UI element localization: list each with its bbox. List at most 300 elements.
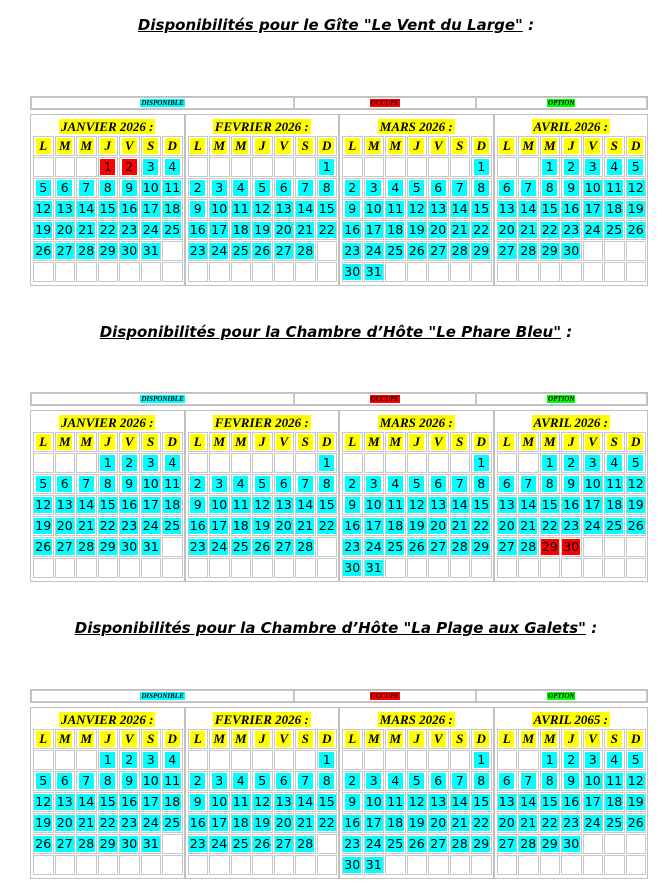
day-cell[interactable] bbox=[471, 750, 492, 770]
day-cell[interactable] bbox=[209, 537, 230, 557]
day-cell[interactable] bbox=[119, 199, 140, 219]
day-cell[interactable] bbox=[518, 771, 539, 791]
day-cell[interactable] bbox=[428, 241, 449, 261]
day-cell[interactable] bbox=[540, 178, 561, 198]
day-cell[interactable] bbox=[317, 474, 338, 494]
day-cell[interactable] bbox=[342, 558, 363, 578]
day-cell[interactable] bbox=[231, 813, 252, 833]
day-cell[interactable] bbox=[141, 771, 162, 791]
day-cell[interactable] bbox=[55, 813, 76, 833]
day-cell[interactable] bbox=[428, 834, 449, 854]
day-cell[interactable] bbox=[471, 516, 492, 536]
day-cell[interactable] bbox=[119, 813, 140, 833]
day-cell[interactable] bbox=[364, 220, 385, 240]
day-cell[interactable] bbox=[141, 813, 162, 833]
day-cell[interactable] bbox=[626, 516, 647, 536]
day-cell[interactable] bbox=[364, 199, 385, 219]
day-cell[interactable] bbox=[55, 537, 76, 557]
day-cell[interactable] bbox=[450, 792, 471, 812]
day-cell[interactable] bbox=[385, 834, 406, 854]
day-cell[interactable] bbox=[295, 178, 316, 198]
day-cell[interactable] bbox=[497, 834, 518, 854]
day-cell[interactable] bbox=[141, 178, 162, 198]
day-cell[interactable] bbox=[119, 220, 140, 240]
day-cell[interactable] bbox=[450, 241, 471, 261]
day-cell[interactable] bbox=[583, 453, 604, 473]
day-cell[interactable] bbox=[497, 474, 518, 494]
day-cell[interactable] bbox=[497, 495, 518, 515]
day-cell[interactable] bbox=[274, 792, 295, 812]
day-cell[interactable] bbox=[450, 495, 471, 515]
day-cell[interactable] bbox=[561, 178, 582, 198]
day-cell[interactable] bbox=[428, 537, 449, 557]
day-cell[interactable] bbox=[583, 813, 604, 833]
day-cell[interactable] bbox=[252, 178, 273, 198]
day-cell[interactable] bbox=[450, 178, 471, 198]
day-cell[interactable] bbox=[188, 792, 209, 812]
day-cell[interactable] bbox=[231, 516, 252, 536]
day-cell[interactable] bbox=[385, 220, 406, 240]
day-cell[interactable] bbox=[540, 199, 561, 219]
day-cell[interactable] bbox=[407, 241, 428, 261]
day-cell[interactable] bbox=[317, 178, 338, 198]
day-cell[interactable] bbox=[188, 474, 209, 494]
day-cell[interactable] bbox=[342, 199, 363, 219]
day-cell[interactable] bbox=[231, 178, 252, 198]
day-cell[interactable] bbox=[471, 474, 492, 494]
day-cell[interactable] bbox=[55, 199, 76, 219]
day-cell[interactable] bbox=[33, 178, 54, 198]
day-cell[interactable] bbox=[540, 495, 561, 515]
day-cell[interactable] bbox=[385, 495, 406, 515]
day-cell[interactable] bbox=[385, 178, 406, 198]
day-cell[interactable] bbox=[518, 516, 539, 536]
day-cell[interactable] bbox=[295, 495, 316, 515]
day-cell[interactable] bbox=[428, 220, 449, 240]
day-cell[interactable] bbox=[98, 792, 119, 812]
day-cell[interactable] bbox=[252, 220, 273, 240]
day-cell[interactable] bbox=[33, 495, 54, 515]
day-cell[interactable] bbox=[209, 813, 230, 833]
day-cell[interactable] bbox=[162, 220, 183, 240]
day-cell[interactable] bbox=[407, 813, 428, 833]
day-cell[interactable] bbox=[626, 220, 647, 240]
day-cell[interactable] bbox=[188, 813, 209, 833]
day-cell[interactable] bbox=[471, 834, 492, 854]
day-cell[interactable] bbox=[428, 199, 449, 219]
day-cell[interactable] bbox=[385, 813, 406, 833]
day-cell[interactable] bbox=[33, 771, 54, 791]
day-cell[interactable] bbox=[317, 792, 338, 812]
day-cell[interactable] bbox=[252, 771, 273, 791]
day-cell[interactable] bbox=[231, 792, 252, 812]
day-cell[interactable] bbox=[119, 157, 140, 177]
day-cell[interactable] bbox=[604, 771, 625, 791]
day-cell[interactable] bbox=[33, 516, 54, 536]
day-cell[interactable] bbox=[162, 750, 183, 770]
day-cell[interactable] bbox=[119, 516, 140, 536]
day-cell[interactable] bbox=[188, 834, 209, 854]
day-cell[interactable] bbox=[33, 537, 54, 557]
day-cell[interactable] bbox=[604, 199, 625, 219]
day-cell[interactable] bbox=[497, 792, 518, 812]
day-cell[interactable] bbox=[342, 262, 363, 282]
day-cell[interactable] bbox=[604, 516, 625, 536]
day-cell[interactable] bbox=[364, 241, 385, 261]
day-cell[interactable] bbox=[342, 792, 363, 812]
day-cell[interactable] bbox=[561, 813, 582, 833]
day-cell[interactable] bbox=[317, 199, 338, 219]
day-cell[interactable] bbox=[342, 771, 363, 791]
day-cell[interactable] bbox=[209, 241, 230, 261]
day-cell[interactable] bbox=[76, 792, 97, 812]
day-cell[interactable] bbox=[561, 771, 582, 791]
day-cell[interactable] bbox=[252, 792, 273, 812]
day-cell[interactable] bbox=[626, 813, 647, 833]
day-cell[interactable] bbox=[450, 813, 471, 833]
day-cell[interactable] bbox=[252, 813, 273, 833]
day-cell[interactable] bbox=[604, 792, 625, 812]
day-cell[interactable] bbox=[119, 834, 140, 854]
day-cell[interactable] bbox=[364, 474, 385, 494]
day-cell[interactable] bbox=[385, 474, 406, 494]
day-cell[interactable] bbox=[540, 537, 561, 557]
day-cell[interactable] bbox=[33, 220, 54, 240]
day-cell[interactable] bbox=[98, 178, 119, 198]
day-cell[interactable] bbox=[317, 813, 338, 833]
day-cell[interactable] bbox=[626, 495, 647, 515]
day-cell[interactable] bbox=[364, 834, 385, 854]
day-cell[interactable] bbox=[209, 516, 230, 536]
day-cell[interactable] bbox=[274, 474, 295, 494]
day-cell[interactable] bbox=[342, 474, 363, 494]
day-cell[interactable] bbox=[518, 792, 539, 812]
day-cell[interactable] bbox=[98, 453, 119, 473]
day-cell[interactable] bbox=[561, 453, 582, 473]
day-cell[interactable] bbox=[450, 834, 471, 854]
day-cell[interactable] bbox=[98, 495, 119, 515]
day-cell[interactable] bbox=[518, 474, 539, 494]
day-cell[interactable] bbox=[626, 474, 647, 494]
day-cell[interactable] bbox=[471, 157, 492, 177]
day-cell[interactable] bbox=[162, 199, 183, 219]
day-cell[interactable] bbox=[209, 834, 230, 854]
day-cell[interactable] bbox=[76, 516, 97, 536]
day-cell[interactable] bbox=[407, 834, 428, 854]
day-cell[interactable] bbox=[471, 453, 492, 473]
day-cell[interactable] bbox=[561, 199, 582, 219]
day-cell[interactable] bbox=[385, 199, 406, 219]
day-cell[interactable] bbox=[604, 813, 625, 833]
day-cell[interactable] bbox=[540, 474, 561, 494]
day-cell[interactable] bbox=[471, 241, 492, 261]
day-cell[interactable] bbox=[428, 771, 449, 791]
day-cell[interactable] bbox=[342, 220, 363, 240]
day-cell[interactable] bbox=[317, 220, 338, 240]
day-cell[interactable] bbox=[497, 771, 518, 791]
day-cell[interactable] bbox=[162, 792, 183, 812]
day-cell[interactable] bbox=[364, 855, 385, 875]
day-cell[interactable] bbox=[55, 178, 76, 198]
day-cell[interactable] bbox=[274, 178, 295, 198]
day-cell[interactable] bbox=[604, 178, 625, 198]
day-cell[interactable] bbox=[76, 537, 97, 557]
day-cell[interactable] bbox=[561, 474, 582, 494]
day-cell[interactable] bbox=[428, 516, 449, 536]
day-cell[interactable] bbox=[188, 516, 209, 536]
day-cell[interactable] bbox=[428, 178, 449, 198]
day-cell[interactable] bbox=[119, 495, 140, 515]
day-cell[interactable] bbox=[188, 220, 209, 240]
day-cell[interactable] bbox=[540, 750, 561, 770]
day-cell[interactable] bbox=[497, 178, 518, 198]
day-cell[interactable] bbox=[231, 220, 252, 240]
day-cell[interactable] bbox=[119, 792, 140, 812]
day-cell[interactable] bbox=[364, 771, 385, 791]
day-cell[interactable] bbox=[33, 792, 54, 812]
day-cell[interactable] bbox=[76, 834, 97, 854]
day-cell[interactable] bbox=[364, 262, 385, 282]
day-cell[interactable] bbox=[497, 813, 518, 833]
day-cell[interactable] bbox=[76, 220, 97, 240]
day-cell[interactable] bbox=[252, 834, 273, 854]
day-cell[interactable] bbox=[364, 792, 385, 812]
day-cell[interactable] bbox=[471, 495, 492, 515]
day-cell[interactable] bbox=[540, 241, 561, 261]
day-cell[interactable] bbox=[274, 813, 295, 833]
day-cell[interactable] bbox=[141, 834, 162, 854]
day-cell[interactable] bbox=[342, 241, 363, 261]
day-cell[interactable] bbox=[33, 241, 54, 261]
day-cell[interactable] bbox=[162, 453, 183, 473]
day-cell[interactable] bbox=[252, 199, 273, 219]
day-cell[interactable] bbox=[98, 516, 119, 536]
day-cell[interactable] bbox=[98, 834, 119, 854]
day-cell[interactable] bbox=[540, 157, 561, 177]
day-cell[interactable] bbox=[540, 453, 561, 473]
day-cell[interactable] bbox=[209, 199, 230, 219]
day-cell[interactable] bbox=[342, 516, 363, 536]
day-cell[interactable] bbox=[407, 537, 428, 557]
day-cell[interactable] bbox=[98, 157, 119, 177]
day-cell[interactable] bbox=[317, 495, 338, 515]
day-cell[interactable] bbox=[450, 516, 471, 536]
day-cell[interactable] bbox=[604, 750, 625, 770]
day-cell[interactable] bbox=[141, 241, 162, 261]
day-cell[interactable] bbox=[231, 771, 252, 791]
day-cell[interactable] bbox=[583, 792, 604, 812]
day-cell[interactable] bbox=[76, 474, 97, 494]
day-cell[interactable] bbox=[385, 241, 406, 261]
day-cell[interactable] bbox=[295, 199, 316, 219]
day-cell[interactable] bbox=[407, 771, 428, 791]
day-cell[interactable] bbox=[98, 771, 119, 791]
day-cell[interactable] bbox=[518, 537, 539, 557]
day-cell[interactable] bbox=[231, 241, 252, 261]
day-cell[interactable] bbox=[497, 537, 518, 557]
day-cell[interactable] bbox=[252, 516, 273, 536]
day-cell[interactable] bbox=[252, 495, 273, 515]
day-cell[interactable] bbox=[231, 537, 252, 557]
day-cell[interactable] bbox=[55, 516, 76, 536]
day-cell[interactable] bbox=[540, 771, 561, 791]
day-cell[interactable] bbox=[561, 157, 582, 177]
day-cell[interactable] bbox=[604, 220, 625, 240]
day-cell[interactable] bbox=[98, 537, 119, 557]
day-cell[interactable] bbox=[583, 199, 604, 219]
day-cell[interactable] bbox=[518, 834, 539, 854]
day-cell[interactable] bbox=[141, 750, 162, 770]
day-cell[interactable] bbox=[317, 453, 338, 473]
day-cell[interactable] bbox=[342, 855, 363, 875]
day-cell[interactable] bbox=[561, 516, 582, 536]
day-cell[interactable] bbox=[407, 792, 428, 812]
day-cell[interactable] bbox=[626, 750, 647, 770]
day-cell[interactable] bbox=[231, 474, 252, 494]
day-cell[interactable] bbox=[119, 241, 140, 261]
day-cell[interactable] bbox=[450, 474, 471, 494]
day-cell[interactable] bbox=[295, 792, 316, 812]
day-cell[interactable] bbox=[561, 495, 582, 515]
day-cell[interactable] bbox=[604, 453, 625, 473]
day-cell[interactable] bbox=[55, 834, 76, 854]
day-cell[interactable] bbox=[561, 792, 582, 812]
day-cell[interactable] bbox=[540, 834, 561, 854]
day-cell[interactable] bbox=[141, 157, 162, 177]
day-cell[interactable] bbox=[141, 474, 162, 494]
day-cell[interactable] bbox=[76, 771, 97, 791]
day-cell[interactable] bbox=[317, 750, 338, 770]
day-cell[interactable] bbox=[162, 771, 183, 791]
day-cell[interactable] bbox=[162, 813, 183, 833]
day-cell[interactable] bbox=[119, 537, 140, 557]
day-cell[interactable] bbox=[98, 241, 119, 261]
day-cell[interactable] bbox=[471, 813, 492, 833]
day-cell[interactable] bbox=[540, 792, 561, 812]
day-cell[interactable] bbox=[98, 813, 119, 833]
day-cell[interactable] bbox=[231, 495, 252, 515]
day-cell[interactable] bbox=[188, 241, 209, 261]
day-cell[interactable] bbox=[252, 241, 273, 261]
day-cell[interactable] bbox=[76, 495, 97, 515]
day-cell[interactable] bbox=[274, 220, 295, 240]
day-cell[interactable] bbox=[385, 792, 406, 812]
day-cell[interactable] bbox=[141, 537, 162, 557]
day-cell[interactable] bbox=[583, 178, 604, 198]
day-cell[interactable] bbox=[119, 474, 140, 494]
day-cell[interactable] bbox=[471, 178, 492, 198]
day-cell[interactable] bbox=[209, 495, 230, 515]
day-cell[interactable] bbox=[342, 495, 363, 515]
day-cell[interactable] bbox=[162, 178, 183, 198]
day-cell[interactable] bbox=[274, 199, 295, 219]
day-cell[interactable] bbox=[317, 771, 338, 791]
day-cell[interactable] bbox=[407, 178, 428, 198]
day-cell[interactable] bbox=[295, 813, 316, 833]
day-cell[interactable] bbox=[583, 474, 604, 494]
day-cell[interactable] bbox=[471, 199, 492, 219]
day-cell[interactable] bbox=[33, 199, 54, 219]
day-cell[interactable] bbox=[342, 537, 363, 557]
day-cell[interactable] bbox=[583, 220, 604, 240]
day-cell[interactable] bbox=[252, 474, 273, 494]
day-cell[interactable] bbox=[162, 495, 183, 515]
day-cell[interactable] bbox=[450, 771, 471, 791]
day-cell[interactable] bbox=[317, 516, 338, 536]
day-cell[interactable] bbox=[604, 157, 625, 177]
day-cell[interactable] bbox=[342, 834, 363, 854]
day-cell[interactable] bbox=[540, 220, 561, 240]
day-cell[interactable] bbox=[471, 220, 492, 240]
day-cell[interactable] bbox=[98, 750, 119, 770]
day-cell[interactable] bbox=[141, 792, 162, 812]
day-cell[interactable] bbox=[55, 792, 76, 812]
day-cell[interactable] bbox=[274, 241, 295, 261]
day-cell[interactable] bbox=[364, 178, 385, 198]
day-cell[interactable] bbox=[188, 537, 209, 557]
day-cell[interactable] bbox=[364, 516, 385, 536]
day-cell[interactable] bbox=[188, 199, 209, 219]
day-cell[interactable] bbox=[33, 813, 54, 833]
day-cell[interactable] bbox=[76, 178, 97, 198]
day-cell[interactable] bbox=[518, 199, 539, 219]
day-cell[interactable] bbox=[540, 813, 561, 833]
day-cell[interactable] bbox=[162, 516, 183, 536]
day-cell[interactable] bbox=[450, 199, 471, 219]
day-cell[interactable] bbox=[209, 178, 230, 198]
day-cell[interactable] bbox=[76, 813, 97, 833]
day-cell[interactable] bbox=[295, 537, 316, 557]
day-cell[interactable] bbox=[561, 241, 582, 261]
day-cell[interactable] bbox=[583, 771, 604, 791]
day-cell[interactable] bbox=[98, 199, 119, 219]
day-cell[interactable] bbox=[583, 157, 604, 177]
day-cell[interactable] bbox=[76, 199, 97, 219]
day-cell[interactable] bbox=[274, 516, 295, 536]
day-cell[interactable] bbox=[98, 220, 119, 240]
day-cell[interactable] bbox=[385, 516, 406, 536]
day-cell[interactable] bbox=[407, 220, 428, 240]
day-cell[interactable] bbox=[518, 220, 539, 240]
day-cell[interactable] bbox=[497, 241, 518, 261]
day-cell[interactable] bbox=[252, 537, 273, 557]
day-cell[interactable] bbox=[518, 813, 539, 833]
day-cell[interactable] bbox=[407, 474, 428, 494]
day-cell[interactable] bbox=[188, 178, 209, 198]
day-cell[interactable] bbox=[626, 453, 647, 473]
day-cell[interactable] bbox=[209, 792, 230, 812]
day-cell[interactable] bbox=[471, 792, 492, 812]
day-cell[interactable] bbox=[342, 178, 363, 198]
day-cell[interactable] bbox=[518, 241, 539, 261]
day-cell[interactable] bbox=[55, 771, 76, 791]
day-cell[interactable] bbox=[209, 220, 230, 240]
day-cell[interactable] bbox=[141, 220, 162, 240]
day-cell[interactable] bbox=[295, 771, 316, 791]
day-cell[interactable] bbox=[518, 178, 539, 198]
day-cell[interactable] bbox=[561, 750, 582, 770]
day-cell[interactable] bbox=[561, 220, 582, 240]
day-cell[interactable] bbox=[295, 474, 316, 494]
day-cell[interactable] bbox=[540, 516, 561, 536]
day-cell[interactable] bbox=[317, 157, 338, 177]
day-cell[interactable] bbox=[561, 537, 582, 557]
day-cell[interactable] bbox=[119, 178, 140, 198]
day-cell[interactable] bbox=[561, 834, 582, 854]
day-cell[interactable] bbox=[364, 813, 385, 833]
day-cell[interactable] bbox=[209, 474, 230, 494]
day-cell[interactable] bbox=[518, 495, 539, 515]
